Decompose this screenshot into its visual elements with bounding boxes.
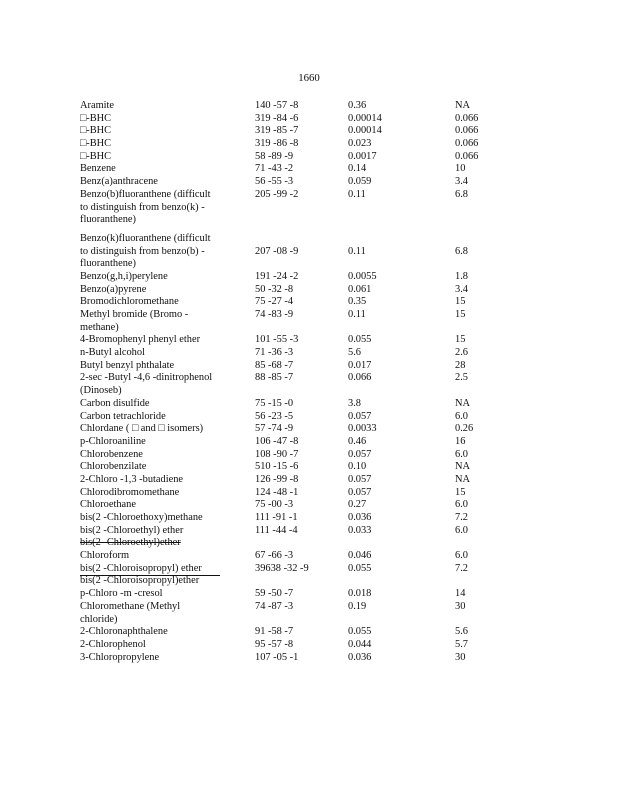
table-row (80, 423, 550, 436)
table-row (80, 436, 550, 449)
page-number: 1660 (298, 72, 320, 84)
concentration-value: 0.036 (348, 651, 372, 663)
chemical-name: bis(2 -Chloroethoxy)methane (80, 512, 203, 523)
limit-value: 16 (455, 435, 466, 447)
chemical-name: n-Butyl alcohol (80, 347, 145, 359)
limit-value: 0.066 (455, 112, 479, 124)
limit-value: 6.0 (455, 410, 468, 422)
table-row (80, 449, 550, 462)
chemical-name: Chlordane ( □ and □ isomers) (80, 423, 204, 435)
chemical-name: 2-Chloro -1,3 -butadiene (80, 473, 184, 485)
limit-value: 6.0 (455, 524, 468, 536)
table-row (80, 284, 550, 297)
chemical-name: Methyl bromide (Bromo - methane) (80, 309, 189, 333)
cas-number: 111 -44 -4 (255, 524, 298, 536)
cas-number: 56 -55 -3 (255, 176, 294, 188)
table-row (80, 550, 550, 563)
cas-number: 319 -86 -8 (255, 138, 299, 150)
concentration-value: 0.00014 (348, 112, 382, 124)
limit-value: NA (455, 100, 471, 111)
cas-number: 207 -08 -9 (255, 245, 299, 257)
cas-number: 101 -55 -3 (255, 334, 299, 346)
table-row (80, 461, 550, 474)
table-row (80, 138, 550, 151)
concentration-value: 0.055 (348, 334, 372, 346)
cas-number: 319 -84 -6 (255, 112, 299, 124)
chemical-name: 3-Chloropropylene (80, 651, 160, 663)
table-row (80, 525, 550, 538)
concentration-value: 0.11 (348, 245, 366, 257)
chemical-name: Chlorodibromomethane (80, 486, 180, 498)
chemical-name: Chloroform (80, 550, 130, 562)
cas-number: 126 -99 -8 (255, 473, 299, 485)
chemical-name: Aramite (80, 100, 115, 111)
limit-value: NA (455, 461, 471, 473)
limit-value: 14 (455, 588, 466, 600)
cas-number: 106 -47 -8 (255, 435, 299, 447)
concentration-value: 0.023 (348, 138, 372, 150)
concentration-value: 0.059 (348, 176, 372, 188)
limit-value: 15 (455, 486, 466, 498)
concentration-value: 0.055 (348, 626, 372, 638)
limit-value: 6.0 (455, 499, 468, 511)
chemical-name: 2-sec -Butyl -4,6 -dinitrophenol (Dinoseb) (80, 372, 213, 397)
concentration-value: 0.057 (348, 473, 372, 485)
limit-value: 30 (455, 651, 466, 663)
chemical-name: bis(2 -Chloroisopropyl) ether (80, 562, 202, 574)
table-row (80, 474, 550, 487)
table-row (80, 296, 550, 309)
cas-number: 140 -57 -8 (255, 100, 299, 111)
concentration-value: 0.11 (348, 188, 366, 200)
cas-number: 57 -74 -9 (255, 423, 294, 435)
cas-number: 124 -48 -1 (255, 486, 299, 498)
chemical-name: 4-Bromophenyl phenyl ether (80, 334, 201, 346)
cas-number: 108 -90 -7 (255, 448, 299, 460)
table-row (80, 151, 550, 164)
table-row (80, 100, 550, 113)
cas-number: 67 -66 -3 (255, 550, 294, 562)
table-row (80, 163, 550, 176)
limit-value: 6.0 (455, 550, 468, 562)
chemical-name: Chloromethane (Methyl chloride) (80, 600, 181, 625)
concentration-value: 0.017 (348, 359, 372, 371)
concentration-value: 0.10 (348, 461, 367, 473)
table-row (80, 347, 550, 360)
limit-value: NA (455, 397, 471, 409)
limit-value: 5.7 (455, 638, 468, 650)
concentration-value: 0.36 (348, 100, 367, 111)
chemical-name: Benzo(g,h,i)perylene (80, 270, 168, 282)
cas-number: 319 -85 -7 (255, 125, 299, 137)
limit-value: 30 (455, 600, 466, 612)
concentration-value: 0.46 (348, 435, 367, 447)
limit-value: 5.6 (455, 626, 468, 638)
chemical-name: Butyl benzyl phthalate (80, 359, 175, 371)
concentration-value: 0.057 (348, 486, 372, 498)
concentration-value: 0.14 (348, 163, 367, 175)
limit-value: 0.26 (455, 423, 474, 435)
concentration-value: 0.35 (348, 296, 367, 308)
chemical-name: Chloroethane (80, 499, 136, 511)
concentration-value: 0.046 (348, 550, 372, 562)
cas-number: 75 -00 -3 (255, 499, 294, 511)
limit-value: 6.8 (455, 188, 468, 200)
limit-value: 7.2 (455, 562, 468, 574)
table-row (80, 309, 550, 334)
chemical-name: Carbon disulfide (80, 397, 150, 409)
table-row (80, 125, 550, 138)
limit-value: 7.2 (455, 512, 468, 523)
table-row (80, 334, 550, 347)
chemical-name: Chlorobenzene (80, 448, 143, 460)
chemical-name: bis(2 -Chloroethyl) ether (80, 524, 184, 536)
table-row (80, 601, 550, 626)
table-row (80, 176, 550, 189)
table-row (80, 563, 550, 576)
limit-value: 0.066 (455, 138, 479, 150)
cas-number: 205 -99 -2 (255, 188, 299, 200)
concentration-value: 3.8 (348, 397, 361, 409)
concentration-value: 0.057 (348, 410, 372, 422)
cas-number: 107 -05 -1 (255, 651, 299, 663)
limit-value: 3.4 (455, 176, 468, 188)
cas-number: 50 -32 -8 (255, 283, 294, 295)
chemical-name: Benzene (80, 163, 116, 175)
table-row (80, 575, 550, 588)
concentration-value: 0.044 (348, 638, 372, 650)
cas-number: 191 -24 -2 (255, 270, 299, 282)
chemical-name: 2-Chloronaphthalene (80, 626, 168, 638)
limit-value: 15 (455, 309, 466, 320)
table-row (80, 499, 550, 512)
chemical-name: □-BHC (80, 150, 112, 162)
chemical-name: Carbon tetrachloride (80, 410, 166, 422)
cas-number: 510 -15 -6 (255, 461, 299, 473)
cas-number: 95 -57 -8 (255, 638, 294, 650)
table-row (80, 271, 550, 284)
table-row (80, 233, 550, 271)
chemical-name: p-Chloroaniline (80, 435, 146, 447)
concentration-value: 5.6 (348, 347, 361, 359)
cas-number: 74 -87 -3 (255, 600, 294, 612)
cas-number: 39638 -32 -9 (255, 562, 309, 574)
cas-number: 85 -68 -7 (255, 359, 294, 371)
limit-value: 15 (455, 296, 466, 308)
limit-value: 10 (455, 163, 466, 175)
cas-number: 75 -27 -4 (255, 296, 294, 308)
limit-value: 0.066 (455, 150, 479, 162)
concentration-value: 0.066 (348, 372, 372, 384)
concentration-value: 0.19 (348, 600, 367, 612)
concentration-value: 0.057 (348, 448, 372, 460)
chemical-name: □-BHC (80, 125, 112, 137)
chemical-name: p-Chloro -m -cresol (80, 588, 163, 600)
table-row (80, 639, 550, 652)
chemical-table (80, 100, 550, 664)
chemical-name: Benzo(b)fluoranthene (difficult to distinguish from benzo(k) - fluoranthene) (80, 188, 211, 226)
table-row (80, 652, 550, 665)
table-row (80, 411, 550, 424)
concentration-value: 0.018 (348, 588, 372, 600)
limit-value: 6.8 (455, 245, 468, 257)
chemical-name: Benzo(k)fluoranthene (difficult to distinguish from benzo(b) - fluoranthene) (80, 232, 211, 270)
table-row (80, 537, 550, 550)
cas-number: 74 -83 -9 (255, 309, 294, 320)
table-row (80, 512, 550, 525)
limit-value: 15 (455, 334, 466, 346)
limit-value: 6.0 (455, 448, 468, 460)
cas-number: 56 -23 -5 (255, 410, 294, 422)
concentration-value: 0.036 (348, 512, 372, 523)
table-row (80, 588, 550, 601)
chemical-name: □-BHC (80, 138, 112, 150)
cas-number: 88 -85 -7 (255, 372, 294, 384)
cas-number: 111 -91 -1 (255, 512, 298, 523)
concentration-value: 0.11 (348, 309, 366, 320)
chemical-name: Benz(a)anthracene (80, 176, 158, 188)
chemical-name: Bromodichloromethane (80, 296, 179, 308)
table-row (80, 372, 550, 397)
table-row (80, 113, 550, 126)
table-row (80, 189, 550, 227)
concentration-value: 0.0017 (348, 150, 377, 162)
cas-number: 75 -15 -0 (255, 397, 294, 409)
limit-value: NA (455, 473, 471, 485)
cas-number: 71 -43 -2 (255, 163, 294, 175)
cas-number: 71 -36 -3 (255, 347, 294, 359)
chemical-name: □-BHC (80, 112, 112, 124)
cas-number: 58 -89 -9 (255, 150, 294, 162)
cas-number: 59 -50 -7 (255, 588, 294, 600)
limit-value: 3.4 (455, 283, 468, 295)
cas-number: 91 -58 -7 (255, 626, 294, 638)
limit-value: 2.6 (455, 347, 468, 359)
concentration-value: 0.0033 (348, 423, 377, 435)
limit-value: 28 (455, 359, 466, 371)
table-row (80, 487, 550, 500)
chemical-name: Benzo(a)pyrene (80, 283, 147, 295)
table-row (80, 398, 550, 411)
concentration-value: 0.055 (348, 562, 372, 574)
concentration-value: 0.061 (348, 283, 372, 295)
concentration-value: 0.0055 (348, 270, 377, 282)
concentration-value: 0.033 (348, 524, 372, 536)
chemical-name: bis(2 -Chloroisopropyl)ether (80, 575, 200, 587)
limit-value: 2.5 (455, 372, 468, 384)
limit-value: 0.066 (455, 125, 479, 137)
limit-value: 1.8 (455, 270, 468, 282)
concentration-value: 0.27 (348, 499, 367, 511)
chemical-name: bis(2 -Chloroethyl)ether (80, 537, 181, 549)
chemical-name: Chlorobenzilate (80, 461, 147, 473)
table-row (80, 360, 550, 373)
chemical-name: 2-Chlorophenol (80, 638, 146, 650)
table-row (80, 626, 550, 639)
concentration-value: 0.00014 (348, 125, 382, 137)
